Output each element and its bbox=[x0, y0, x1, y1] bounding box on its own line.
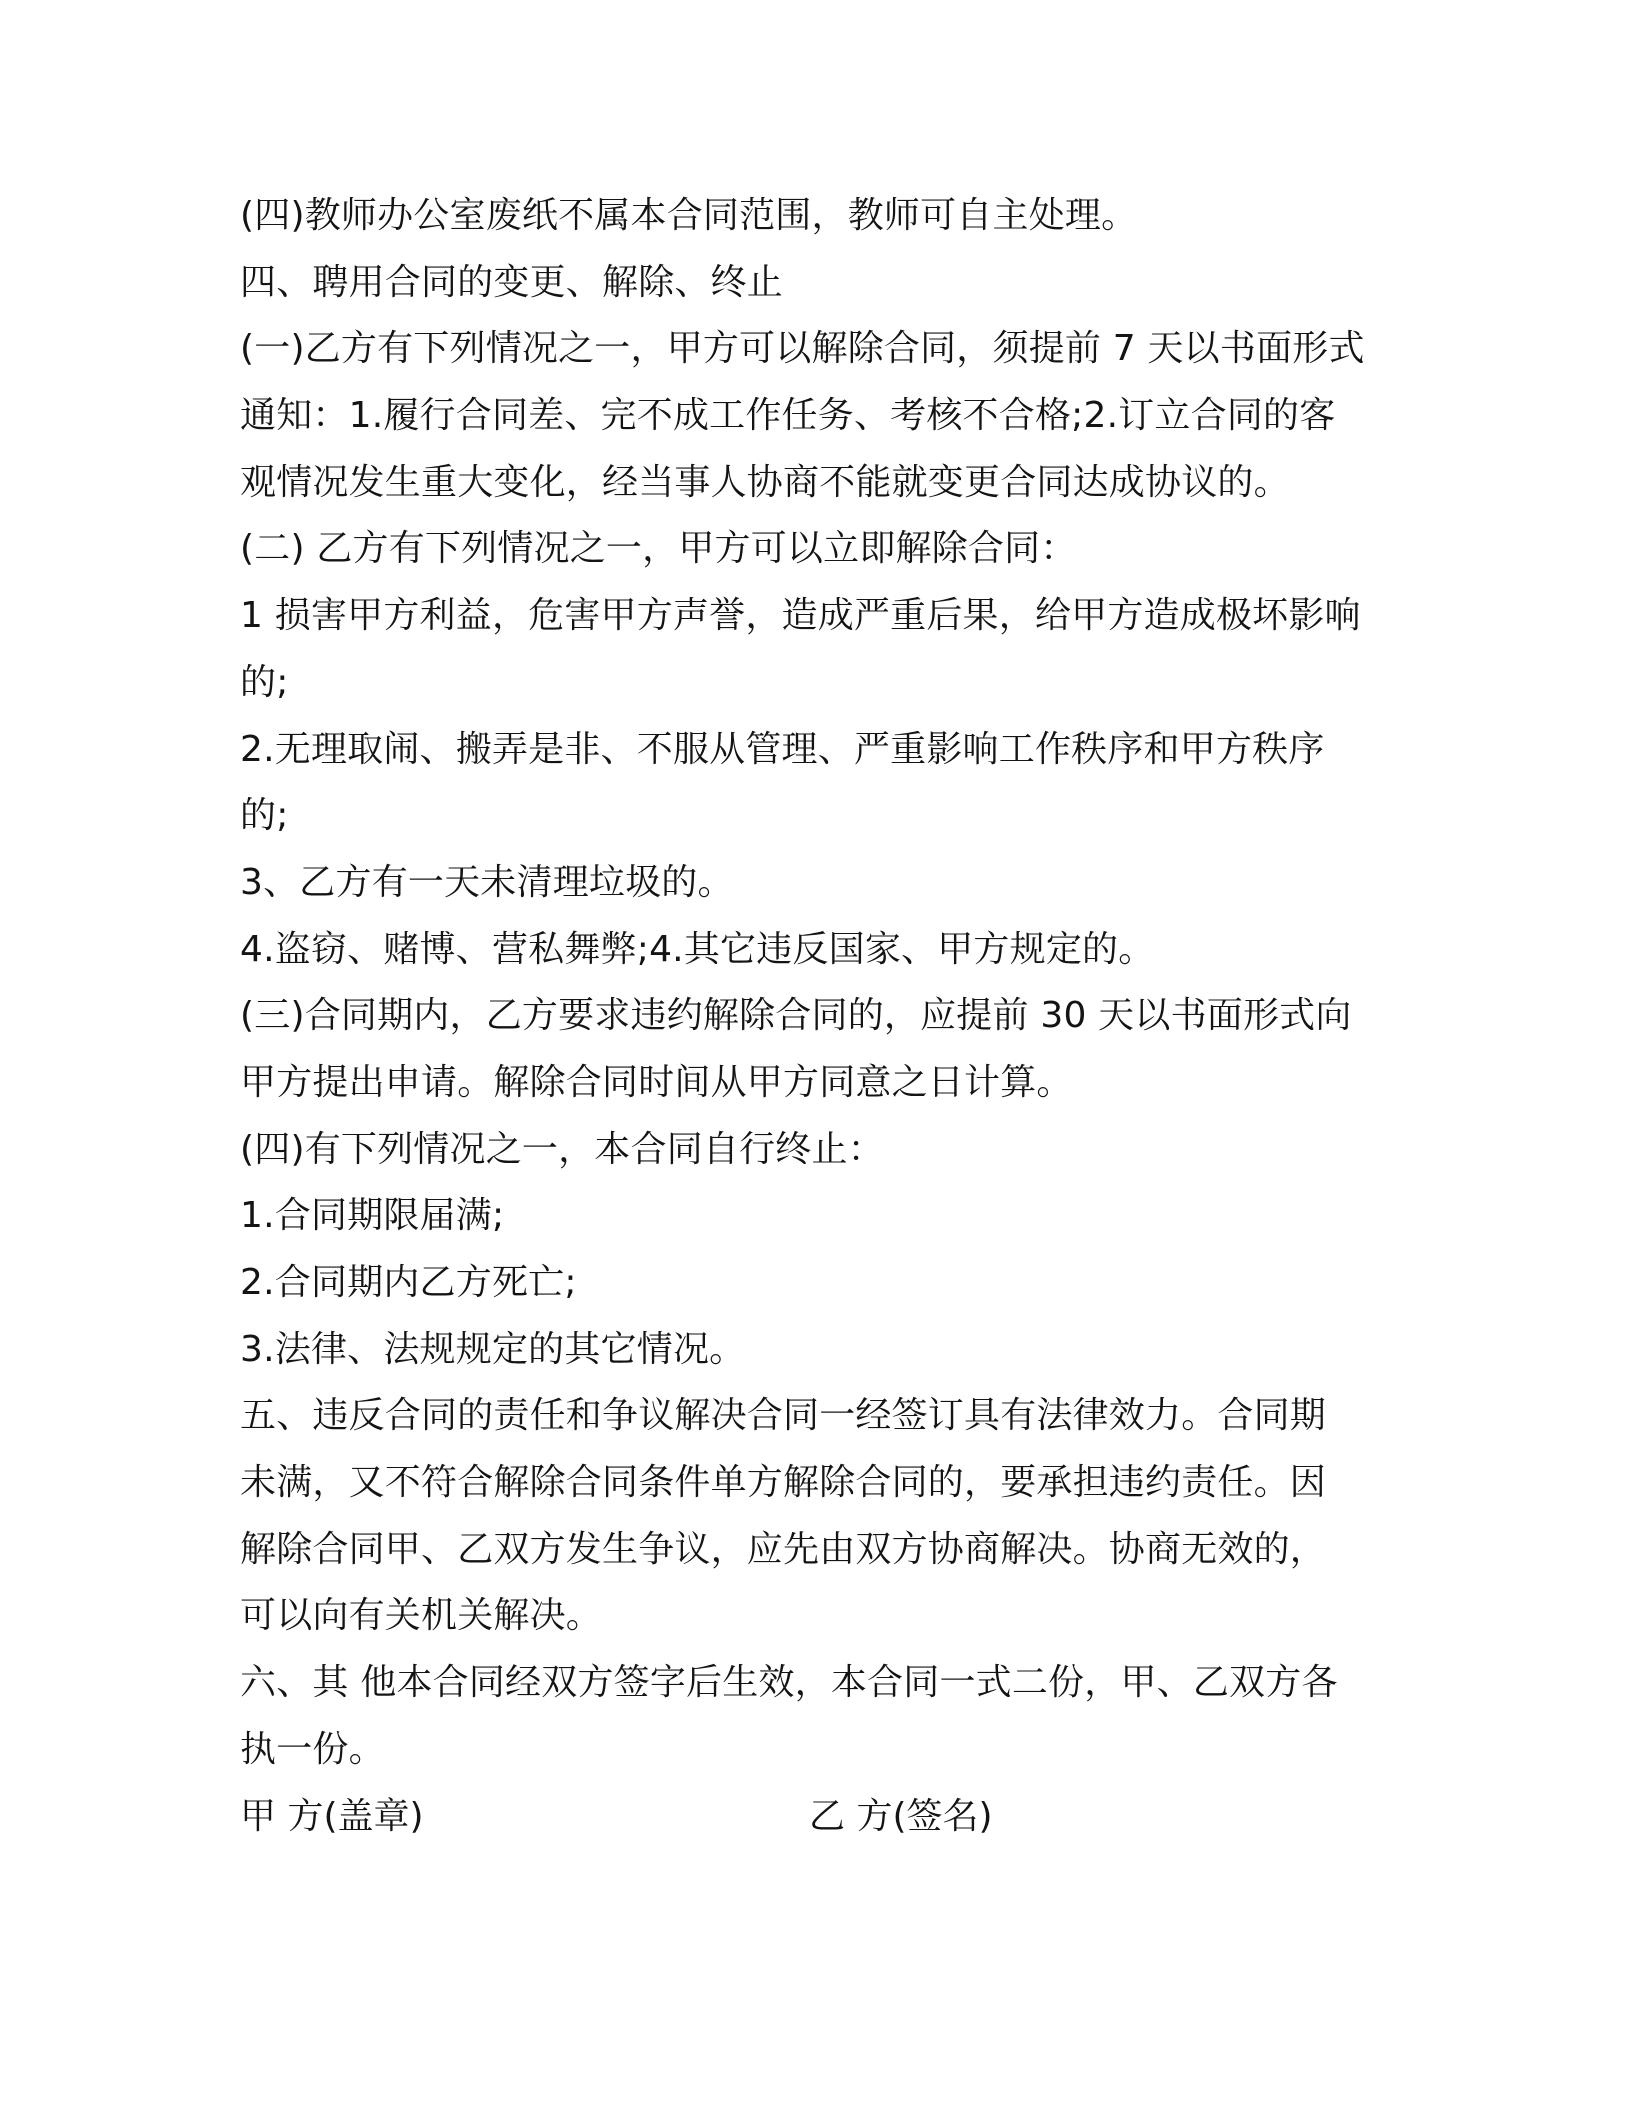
party-a-signature-label: 甲 方(盖章) bbox=[240, 1795, 424, 1837]
text-line: 1 损害甲方利益，危害甲方声誉，造成严重后果，给甲方造成极坏影响 bbox=[240, 595, 1361, 637]
party-b-signature-label: 乙 方(签名) bbox=[809, 1795, 993, 1837]
text-line: 1.合同期限届满; bbox=[240, 1195, 505, 1237]
text-line: (四)有下列情况之一，本合同自行终止： bbox=[240, 1128, 884, 1170]
section-heading: 六、其 他本合同经双方签字后生效，本合同一式二份，甲、乙双方各 bbox=[240, 1662, 1338, 1704]
text-line: (三)合同期内，乙方要求违约解除合同的，应提前 30 天以书面形式向 bbox=[240, 995, 1352, 1037]
text-line: 的; bbox=[240, 795, 289, 837]
text-line: 可以向有关机关解决。 bbox=[240, 1595, 603, 1637]
text-line: (四)教师办公室废纸不属本合同范围，教师可自主处理。 bbox=[240, 195, 1138, 236]
text-line: 3、乙方有一天未清理垃圾的。 bbox=[240, 861, 734, 903]
section-heading: 五、违反合同的责任和争议解决合同一经签订具有法律效力。合同期 bbox=[240, 1395, 1327, 1437]
section-heading: 四、聘用合同的变更、解除、终止 bbox=[240, 261, 784, 303]
text-line: (二) 乙方有下列情况之一，甲方可以立即解除合同： bbox=[240, 528, 1077, 570]
text-line: 2.合同期内乙方死亡; bbox=[240, 1262, 577, 1303]
text-line: 4.盗窃、赌博、营私舞弊;4.其它违反国家、甲方规定的。 bbox=[240, 928, 1155, 970]
text-line: 观情况发生重大变化，经当事人协商不能就变更合同达成协议的。 bbox=[240, 461, 1290, 503]
signature-row bbox=[240, 1784, 1420, 1851]
text-line: (一)乙方有下列情况之一，甲方可以解除合同，须提前 7 天以书面形式 bbox=[240, 328, 1365, 370]
text-line: 2.无理取闹、搬弄是非、不服从管理、严重影响工作秩序和甲方秩序 bbox=[240, 728, 1325, 770]
text-line: 通知：1.履行合同差、完不成工作任务、考核不合格;2.订立合同的客 bbox=[240, 395, 1336, 437]
contract-body bbox=[240, 183, 1420, 1850]
text-line: 甲方提出申请。解除合同时间从甲方同意之日计算。 bbox=[240, 1061, 1073, 1103]
text-line: 执一份。 bbox=[240, 1728, 385, 1770]
text-line: 未满，又不符合解除合同条件单方解除合同的，要承担违约责任。因 bbox=[240, 1462, 1327, 1504]
text-line: 的; bbox=[240, 661, 289, 703]
text-line: 解除合同甲、乙双方发生争议，应先由双方协商解决。协商无效的， bbox=[240, 1528, 1327, 1570]
text-line: 3.法律、法规规定的其它情况。 bbox=[240, 1328, 746, 1370]
